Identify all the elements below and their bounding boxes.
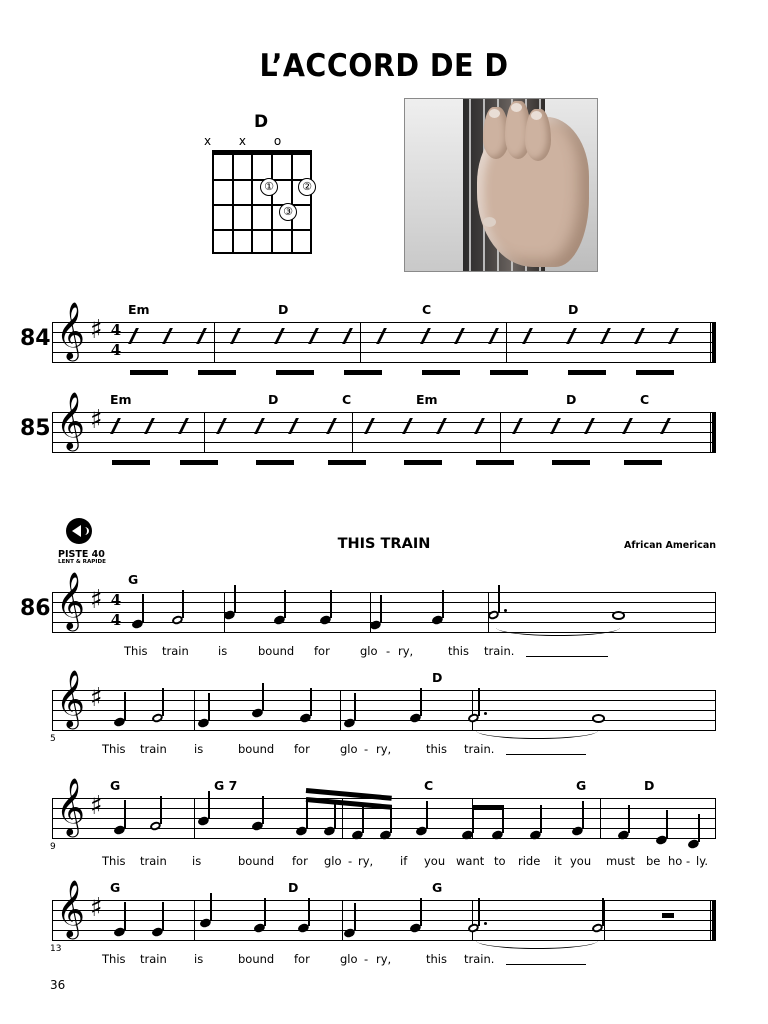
song-title: THIS TRAIN xyxy=(337,536,431,552)
time-signature-bottom: 4 xyxy=(110,341,122,359)
measure-number-small: 13 xyxy=(50,944,62,954)
hand-on-fretboard-photo xyxy=(404,98,598,272)
key-signature: ♯ xyxy=(90,683,103,713)
measure-number: 86 xyxy=(20,596,51,621)
chord-label: D xyxy=(568,302,579,317)
time-signature-bottom: 4 xyxy=(110,611,122,629)
measure-number-small: 5 xyxy=(50,734,56,744)
track-sublabel: LENT & RAPIDE xyxy=(58,559,106,565)
chord-diagram-name: D xyxy=(254,112,269,132)
chord-label: C xyxy=(640,392,650,407)
sheet-music-page: L’ACCORD DE D D x x o ① ② ③ 84 𝄞 ♯ 4 4 Em D C D 85 𝄞 ♯ Em D C Em D C PISTE 40 LENT & RAPIDE THIS TRAIN African American 86 𝄞 ♯ 4 4 G This train is bound for glo - ry, this train. 5 𝄞 ♯ D This train is bound for glo - ry, this train. 9 𝄞 ♯ G G 7 C G D This train is bound for glo - ry, if you want to ride it you must be ho - ly. 13 𝄞 ♯ G D G This train is bound for glo - ry, this train. 36 xyxy=(0,0,768,1024)
measure-number: 84 xyxy=(20,326,51,351)
chord-diagram xyxy=(196,112,336,262)
treble-clef-icon: 𝄞 xyxy=(56,572,85,629)
staff xyxy=(52,690,716,730)
chord-label: Em xyxy=(110,392,132,407)
track-label: PISTE 40 xyxy=(58,549,105,560)
chord-label: D xyxy=(566,392,577,407)
page-number: 36 xyxy=(50,978,66,992)
chord-finger-3: ③ xyxy=(279,203,297,221)
key-signature: ♯ xyxy=(90,893,103,923)
key-signature: ♯ xyxy=(90,405,103,435)
chord-label: G xyxy=(128,572,139,587)
measure-number: 85 xyxy=(20,416,51,441)
key-signature: ♯ xyxy=(90,585,103,615)
treble-clef-icon: 𝄞 xyxy=(56,392,85,449)
key-signature: ♯ xyxy=(90,315,103,345)
chord-open-marks: x x o xyxy=(204,134,294,148)
chord-label: D xyxy=(644,778,655,793)
page-title: L’ACCORD DE D xyxy=(259,48,509,84)
chord-label: G 7 xyxy=(214,778,238,793)
chord-label: G xyxy=(576,778,587,793)
treble-clef-icon: 𝄞 xyxy=(56,778,85,835)
chord-label: C xyxy=(424,778,434,793)
chord-label: G xyxy=(110,880,121,895)
chord-label: Em xyxy=(416,392,438,407)
chord-label: C xyxy=(422,302,432,317)
time-signature-top: 4 xyxy=(110,591,122,609)
key-signature: ♯ xyxy=(90,791,103,821)
chord-label: Em xyxy=(128,302,150,317)
chord-finger-2: ② xyxy=(298,178,316,196)
chord-label: G xyxy=(110,778,121,793)
chord-label: D xyxy=(288,880,299,895)
measure-number-small: 9 xyxy=(50,842,56,852)
time-signature-top: 4 xyxy=(110,321,122,339)
chord-label: C xyxy=(342,392,352,407)
chord-label: D xyxy=(432,670,443,685)
chord-label: D xyxy=(278,302,289,317)
treble-clef-icon: 𝄞 xyxy=(56,880,85,937)
chord-label: D xyxy=(268,392,279,407)
chord-label: G xyxy=(432,880,443,895)
treble-clef-icon: 𝄞 xyxy=(56,302,85,359)
chord-finger-1: ① xyxy=(260,178,278,196)
chord-fretboard xyxy=(212,150,312,254)
treble-clef-icon: 𝄞 xyxy=(56,670,85,727)
song-credit: African American xyxy=(624,540,716,551)
